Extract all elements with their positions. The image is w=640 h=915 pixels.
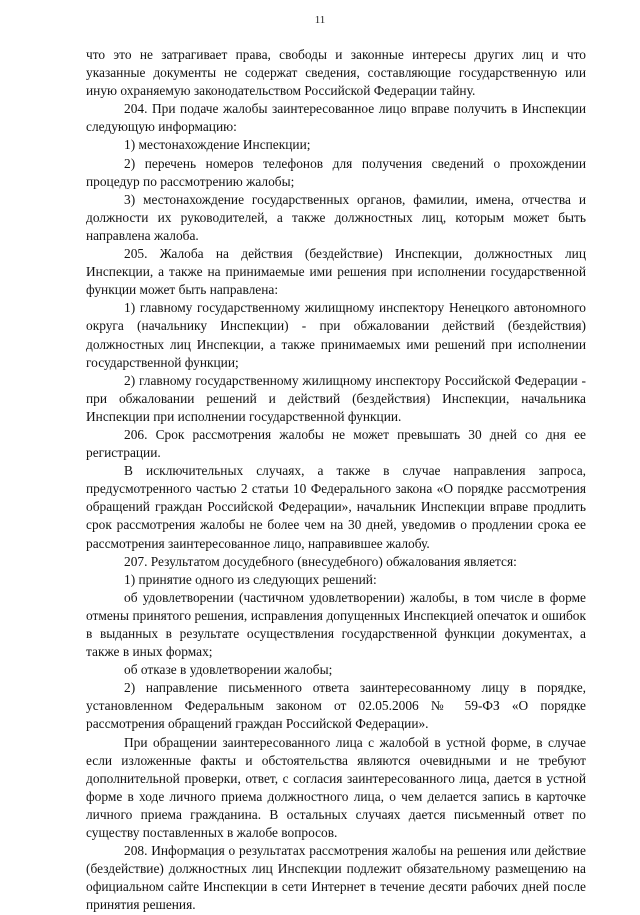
paragraph: 2) направление письменного ответа заинтересованному лицу в порядке, установленном Федеральным законом от 02.05.2006 № 59-ФЗ «О порядке рассмотрения обращений граждан Российской Федерации». (86, 680, 586, 732)
paragraph: об удовлетворении (частичном удовлетворении) жалобы, в том числе в форме отмены принятого решения, исправления допущенных Инспекцией опечаток и ошибок в выданных в результате осуществления государственной функции документах, а также в иных формах; (86, 589, 586, 660)
paragraph: 208. Информация о результатах рассмотрения жалобы на решения или действие (бездействие) должностных лиц Инспекции подлежит обязательному размещению на официальном сайте Инспекции в сети Интернет в течение десяти рабочих дней после принятия решения. (86, 843, 586, 913)
paragraph: В исключительных случаях, а также в случае направления запроса, предусмотренного частью 2 статьи 10 Федерального закона «О порядке рассмотрения обращений граждан Российской Федерации», начальник Инспекции вправе продлить срок рассмотрения жалобы не более чем на 30 дней, уведомив о продлении срока ее рассмотрения заинтересованное лицо, направившее жалобу. (86, 463, 586, 551)
paragraph: 2) главному государственному жилищному инспектору Российской Федерации - при обжаловании решений и действий (бездействия) Инспекции, начальника Инспекции при исполнении государственной функции. (86, 372, 586, 424)
paragraph: что это не затрагивает права, свободы и законные интересы других лиц и что указанные документы не содержат сведения, составляющие государственную или иную охраняемую законодательством Российской Федерации тайну. (86, 47, 586, 99)
paragraph: 3) местонахождение государственных органов, фамилии, имена, отчества и должности их руководителей, а также должностных лиц, которым может быть направлена жалоба. (86, 191, 586, 243)
paragraph: об отказе в удовлетворении жалобы; (124, 662, 333, 678)
paragraph: 207. Результатом досудебного (внесудебного) обжалования является: (124, 553, 517, 569)
paragraph: 204. При подаче жалобы заинтересованное лицо вправе получить в Инспекции следующую информацию: (86, 101, 586, 135)
paragraph: При обращении заинтересованного лица с жалобой в устной форме, в случае если изложенные факты и обстоятельства являются очевидными и не требуют дополнительной проверки, ответ, с согласия заинтересованного лица, дается в устной форме в ходе личного приема должностного лица, о чем делается запись в карточке личного приема гражданина. В остальных случаях дается письменный ответ по существу поставленных в жалобе вопросов. (86, 734, 586, 841)
document-body (86, 46, 586, 915)
paragraph: 205. Жалоба на действия (бездействие) Инспекции, должностных лиц Инспекции, а также на принимаемые ими решения при исполнении государственной функции может быть направлена: (86, 246, 586, 298)
paragraph: 1) принятие одного из следующих решений: (124, 571, 377, 587)
paragraph: 1) местонахождение Инспекции; (124, 137, 311, 153)
paragraph: 1) главному государственному жилищному инспектору Ненецкого автономного округа (начальнику Инспекции) - при обжаловании действий (бездействия) должностных лиц Инспекции, а также принимаемых ими решений при исполнении государственной функции; (86, 300, 586, 370)
page-number: 11 (314, 14, 326, 26)
paragraph: 206. Срок рассмотрения жалобы не может превышать 30 дней со дня ее регистрации. (86, 426, 586, 461)
paragraph: 2) перечень номеров телефонов для получения сведений о прохождении процедур по рассмотрению жалобы; (86, 155, 586, 189)
